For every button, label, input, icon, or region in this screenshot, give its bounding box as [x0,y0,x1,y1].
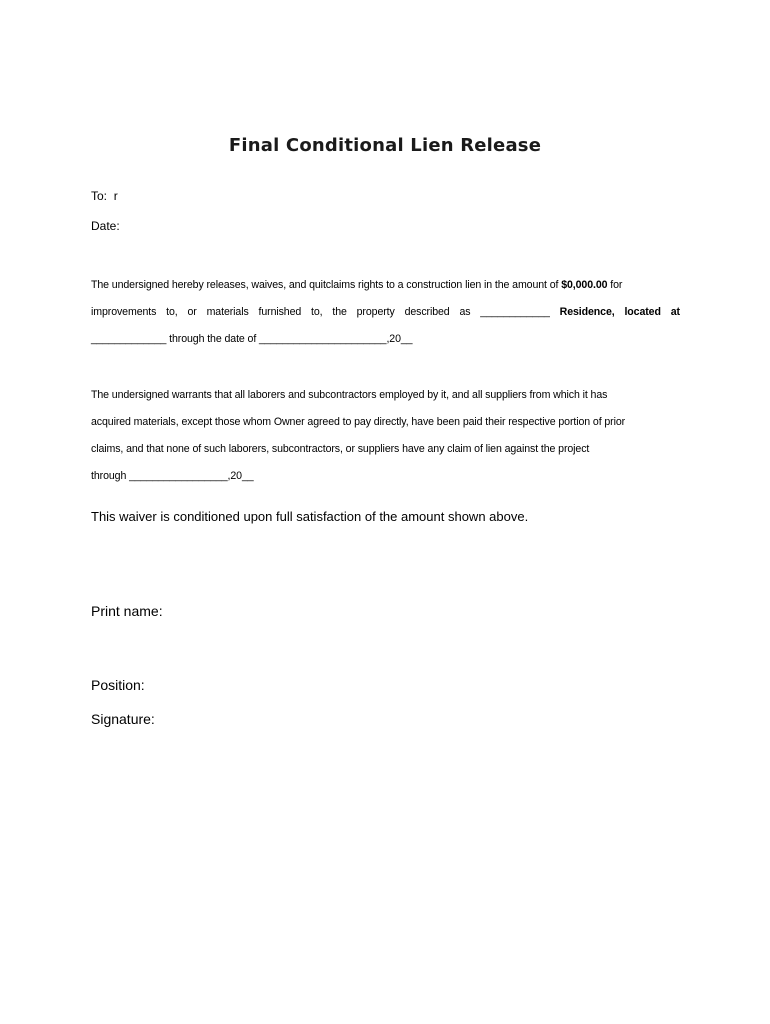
para1-line1-text: The undersigned hereby releases, waives, and quitclaims rights to a construction lien in the amount of [91,279,559,291]
to-value: r [113,189,118,203]
para1-word: improvements [91,306,157,318]
para1-line1-end: for [610,279,623,291]
to-label: To: [91,189,108,203]
lien-amount: $0,000.00 [561,279,608,291]
para1-word: property [356,306,395,318]
para1-word: materials [206,306,249,318]
position-label: Position: [91,677,145,693]
para1-line1 [91,278,622,292]
date-label: Date: [91,219,120,233]
para1-word: or [187,306,197,318]
print-name-label: Print name: [91,603,163,619]
property-blank: ____________ [480,306,550,318]
residence-word: Residence, [559,306,615,318]
para1-word: described [404,306,450,318]
para1-word: the [332,306,347,318]
para2-line1: The undersigned warrants that all laborers and subcontractors employed by it, and all suppliers from which it has [91,389,608,401]
to-line [91,188,118,204]
para1-word: as [459,306,471,318]
para2-line4: through _________________,20__ [91,470,254,482]
para1-word: furnished [258,306,302,318]
signature-label: Signature: [91,711,155,727]
para1-line3: _____________ through the date of ______________________,20__ [91,333,413,345]
para1-line2 [91,305,680,319]
para1-word: to, [166,306,178,318]
at-word: at [670,306,680,318]
document-title: Final Conditional Lien Release [228,135,542,156]
para2-line3: claims, and that none of such laborers, subcontractors, or suppliers have any claim of lien against the project [91,443,590,455]
para1-word: to, [311,306,323,318]
para2-line2: acquired materials, except those whom Owner agreed to pay directly, have been paid their respective portion of prior [91,416,626,428]
located-word: located [624,306,661,318]
waiver-statement: This waiver is conditioned upon full satisfaction of the amount shown above. [91,509,529,524]
date-line [91,218,120,234]
